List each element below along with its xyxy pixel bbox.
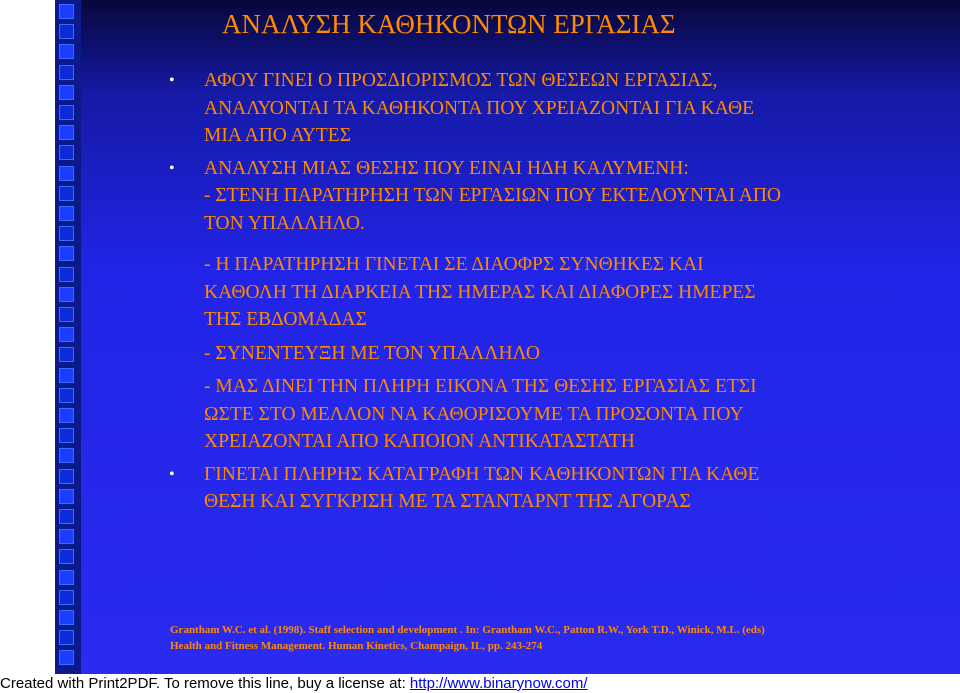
decorative-square xyxy=(59,570,74,585)
reference-citation xyxy=(170,622,940,654)
decorative-square xyxy=(59,125,74,140)
bullet-item-2 xyxy=(168,155,928,456)
decorative-square xyxy=(59,65,74,80)
bullet-icon: • xyxy=(169,465,175,483)
decorative-square xyxy=(59,246,74,261)
sub-item-line: ΚΑΘΟΛΗ ΤΗ ΔΙΑΡΚΕΙΑ ΤΗΣ ΗΜΕΡΑΣ ΚΑΙ ΔΙΑΦΟΡΕΣ ΗΜΕΡΕΣ xyxy=(204,281,756,303)
bullet-text-line: ΑΝΑΛΥΟΝΤΑΙ ΤΑ ΚΑΘΗΚΟΝΤΑ ΠΟΥ ΧΡΕΙΑΖΟΝΤΑΙ ΓΙΑ ΚΑΘΕ xyxy=(204,97,755,119)
bullet-item-3 xyxy=(168,461,928,516)
decorative-square xyxy=(59,489,74,504)
decorative-square xyxy=(59,186,74,201)
decorative-square xyxy=(59,388,74,403)
bullet-text-line: ΑΝΑΛΥΣΗ ΜΙΑΣ ΘΕΣΗΣ ΠΟΥ ΕΙΝΑΙ ΗΔΗ ΚΑΛΥΜΕΝΗ: xyxy=(204,157,689,179)
reference-line: Grantham W.C. et al. (1998). Staff selection and development . In: Grantham W.C., Patton R.W., York T.D., Winick, M.L. (eds) xyxy=(170,624,765,636)
decorative-square xyxy=(59,630,74,645)
slide-title: ΑΝΑΛΥΣΗ ΚΑΘΗΚΟΝΤΩΝ ΕΡΓΑΣΙΑΣ xyxy=(222,9,676,39)
decorative-square xyxy=(59,145,74,160)
decorative-square xyxy=(59,529,74,544)
decorative-square xyxy=(59,368,74,383)
sub-item-line: ΩΣΤΕ ΣΤΟ ΜΕΛΛΟΝ ΝΑ ΚΑΘΟΡΙΣΟΥΜΕ ΤΑ ΠΡΟΣΟΝΤΑ ΠΟΥ xyxy=(204,403,744,425)
decorative-square xyxy=(59,166,74,181)
decorative-square xyxy=(59,549,74,564)
decorative-square xyxy=(59,469,74,484)
bullet-icon: • xyxy=(169,72,175,89)
sub-item-line: - ΜΑΣ ΔΙΝΕΙ ΤΗΝ ΠΛΗΡΗ ΕΙΚΟΝΑ ΤΗΣ ΘΕΣΗΣ ΕΡΓΑΣΙΑΣ ΕΤΣΙ xyxy=(204,376,757,397)
decorative-square xyxy=(59,226,74,241)
decorative-square xyxy=(59,347,74,362)
decorative-square-strip xyxy=(55,0,81,675)
decorative-square xyxy=(59,105,74,120)
decorative-square xyxy=(59,24,74,39)
bullet-icon: • xyxy=(169,159,175,177)
sub-item-line: ΤΗΣ ΕΒΔΟΜΑΔΑΣ xyxy=(204,309,367,330)
decorative-square xyxy=(59,610,74,625)
decorative-square xyxy=(59,448,74,463)
decorative-square xyxy=(59,307,74,322)
sub-item-line: ΧΡΕΙΑΖΟΝΤΑΙ ΑΠΟ ΚΑΠΟΙΟΝ ΑΝΤΙΚΑΤΑΣΤΑΤΗ xyxy=(204,431,635,452)
bullet-text-line: ΑΦΟΥ ΓΙΝΕΙ Ο ΠΡΟΣΔΙΟΡΙΣΜΟΣ ΤΩΝ ΘΕΣΕΩΝ ΕΡΓΑΣΙΑΣ, xyxy=(204,70,718,91)
decorative-square xyxy=(59,4,74,19)
decorative-square xyxy=(59,44,74,59)
bullet-item-1 xyxy=(168,67,928,150)
decorative-square xyxy=(59,428,74,443)
decorative-square xyxy=(59,509,74,524)
footer-link[interactable]: http://www.binarynow.com/ xyxy=(409,675,588,692)
watermark-footer xyxy=(0,674,960,693)
sub-item-line: - ΣΥΝΕΝΤΕΥΞΗ ΜΕ ΤΟΝ ΥΠΑΛΛΗΛΟ xyxy=(204,342,540,364)
bullet-text-line: ΘΕΣΗ ΚΑΙ ΣΥΓΚΡΙΣΗ ΜΕ ΤΑ ΣΤΑΝΤΑΡΝΤ ΤΗΣ ΑΓΟΡΑΣ xyxy=(204,491,691,512)
decorative-square xyxy=(59,267,74,282)
bullet-text-line: ΤΟΝ ΥΠΑΛΛΗΛΟ. xyxy=(204,212,365,234)
decorative-square xyxy=(59,650,74,665)
bullet-text-line: ΓΙΝΕΤΑΙ ΠΛΗΡΗΣ ΚΑΤΑΓΡΑΦΗ ΤΩΝ ΚΑΘΗΚΟΝΤΩΝ ΓΙΑ ΚΑΘΕ xyxy=(204,463,760,485)
decorative-square xyxy=(59,590,74,605)
bullet-text-line: ΜΙΑ ΑΠΟ ΑΥΤΕΣ xyxy=(204,125,352,146)
decorative-square xyxy=(59,206,74,221)
reference-line: Health and Fitness Management. Human Kinetics, Champaign, IL, pp. 243-274 xyxy=(170,640,543,652)
decorative-square xyxy=(59,408,74,423)
decorative-square xyxy=(59,327,74,342)
bullet-text-line: - ΣΤΕΝΗ ΠΑΡΑΤΗΡΗΣΗ ΤΩΝ ΕΡΓΑΣΙΩΝ ΠΟΥ ΕΚΤΕΛΟΥΝΤΑΙ ΑΠΟ xyxy=(204,185,782,206)
slide-content xyxy=(168,67,928,516)
footer-text: Created with Print2PDF. To remove this line, buy a license at: xyxy=(0,675,410,692)
sub-item-line: - Η ΠΑΡΑΤΗΡΗΣΗ ΓΙΝΕΤΑΙ ΣΕ ΔΙΑΟΦΡΣ ΣΥΝΘΗΚΕΣ ΚΑΙ xyxy=(204,254,704,275)
decorative-square xyxy=(59,85,74,100)
decorative-square xyxy=(59,287,74,302)
